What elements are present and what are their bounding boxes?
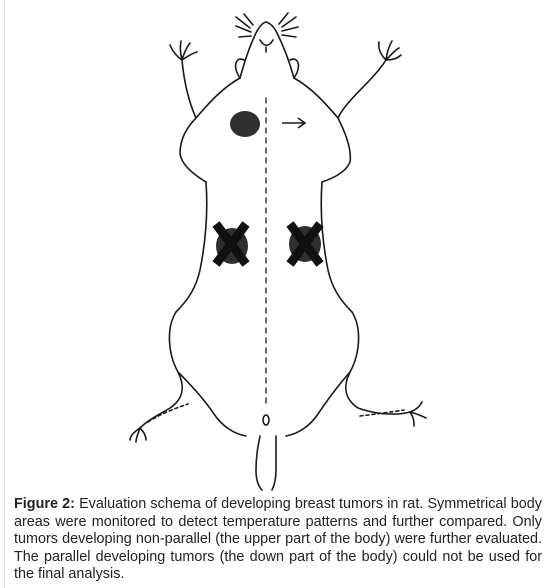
left-foreleg xyxy=(182,60,240,118)
arrow-right-icon xyxy=(282,118,305,128)
figure-caption-text: Evaluation schema of developing breast tumors in rat. Symmetrical body areas were monitored to detect temperature patterns and further compared. Only tumors developing non-parallel (the upper part of the body) were further evaluated. The parallel developing tumors (the down part of the body) could not be used for the final analysis. xyxy=(14,496,542,583)
left-hindleg xyxy=(140,312,182,428)
whiskers xyxy=(236,13,298,37)
tumor-upper xyxy=(230,111,260,137)
right-hindleg xyxy=(346,312,410,414)
figure-caption xyxy=(14,496,542,584)
figure-label: Figure 2: xyxy=(14,496,75,512)
torso-left xyxy=(176,182,207,312)
right-foreleg xyxy=(294,60,386,118)
anus-mark xyxy=(263,415,269,425)
torso-right xyxy=(321,182,352,312)
tail xyxy=(256,436,276,490)
